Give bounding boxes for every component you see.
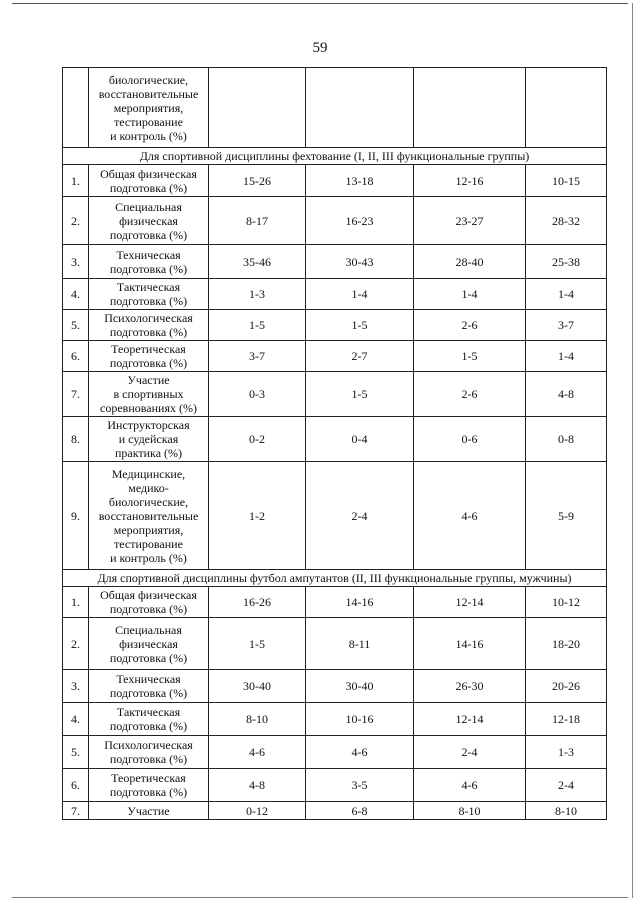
value-cell: 1-5 bbox=[414, 341, 526, 372]
row-name-line: Специальная bbox=[115, 622, 182, 637]
value-cell: 15-26 bbox=[209, 165, 306, 197]
row-name-line: физическая bbox=[119, 213, 178, 228]
row-name-line: биологические, bbox=[108, 494, 189, 509]
value-cell: 16-26 bbox=[209, 587, 306, 618]
section-header-row bbox=[63, 148, 607, 165]
row-number: 1. bbox=[63, 587, 89, 618]
row-number bbox=[63, 68, 89, 148]
row-name-line: подготовка (%) bbox=[109, 180, 188, 195]
table-row bbox=[63, 197, 607, 245]
row-name bbox=[89, 310, 209, 341]
value-cell: 3-7 bbox=[526, 310, 607, 341]
row-name-line: Тактическая bbox=[116, 280, 181, 294]
value-cell: 1-3 bbox=[209, 279, 306, 310]
value-cell: 1-3 bbox=[526, 736, 607, 769]
row-number: 2. bbox=[63, 618, 89, 670]
row-name-line: физическая bbox=[119, 636, 178, 651]
row-name-line: подготовка (%) bbox=[109, 719, 188, 733]
value-cell: 2-4 bbox=[414, 736, 526, 769]
table-row bbox=[63, 310, 607, 341]
value-cell: 12-14 bbox=[414, 703, 526, 736]
value-cell: 13-18 bbox=[306, 165, 414, 197]
row-name-line: Техническая bbox=[116, 672, 181, 686]
table-row bbox=[63, 587, 607, 618]
value-cell bbox=[414, 68, 526, 148]
row-name bbox=[89, 618, 209, 670]
value-cell: 4-6 bbox=[414, 462, 526, 570]
value-cell: 26-30 bbox=[414, 670, 526, 703]
row-name-line: и контроль (%) bbox=[110, 550, 187, 565]
value-cell: 35-46 bbox=[209, 245, 306, 279]
value-cell: 5-9 bbox=[526, 462, 607, 570]
value-cell: 8-11 bbox=[306, 618, 414, 670]
row-number: 8. bbox=[63, 417, 89, 462]
value-cell: 12-16 bbox=[414, 165, 526, 197]
value-cell: 1-4 bbox=[526, 341, 607, 372]
value-cell: 30-40 bbox=[306, 670, 414, 703]
row-name-line: восстановительные bbox=[98, 508, 199, 523]
value-cell bbox=[526, 68, 607, 148]
table-row bbox=[63, 670, 607, 703]
value-cell: 10-12 bbox=[526, 587, 607, 618]
table-row bbox=[63, 769, 607, 802]
row-name-line: практика (%) bbox=[114, 446, 183, 460]
value-cell: 2-7 bbox=[306, 341, 414, 372]
table-row bbox=[63, 703, 607, 736]
row-name-line: восстановительные bbox=[98, 86, 199, 101]
row-number: 9. bbox=[63, 462, 89, 570]
value-cell: 0-4 bbox=[306, 417, 414, 462]
row-number: 7. bbox=[63, 802, 89, 820]
value-cell: 0-2 bbox=[209, 417, 306, 462]
row-number: 5. bbox=[63, 310, 89, 341]
table-body bbox=[63, 68, 607, 820]
value-cell: 1-4 bbox=[306, 279, 414, 310]
value-cell: 1-5 bbox=[306, 310, 414, 341]
value-cell: 23-27 bbox=[414, 197, 526, 245]
row-name-line: Теоретическая bbox=[111, 771, 186, 785]
row-name-line: подготовка (%) bbox=[109, 650, 188, 665]
value-cell: 2-6 bbox=[414, 310, 526, 341]
value-cell: 1-4 bbox=[526, 279, 607, 310]
value-cell: 3-5 bbox=[306, 769, 414, 802]
row-name-line: Психологическая bbox=[104, 738, 193, 752]
table-row bbox=[63, 165, 607, 197]
row-number: 6. bbox=[63, 341, 89, 372]
value-cell: 25-38 bbox=[526, 245, 607, 279]
row-name-line: Тактическая bbox=[116, 705, 181, 719]
row-name-line: мероприятия, bbox=[113, 100, 184, 115]
row-name-line: Общая физическая bbox=[100, 166, 197, 181]
table-row bbox=[63, 736, 607, 769]
value-cell: 28-40 bbox=[414, 245, 526, 279]
row-name-line: соревнованиях (%) bbox=[100, 401, 197, 415]
value-cell: 0-3 bbox=[209, 372, 306, 417]
row-name bbox=[89, 197, 209, 245]
row-name bbox=[89, 245, 209, 279]
table-row bbox=[63, 279, 607, 310]
row-name-line: медико- bbox=[128, 480, 169, 495]
row-name bbox=[89, 670, 209, 703]
value-cell: 1-5 bbox=[306, 372, 414, 417]
row-name-line: Участие bbox=[127, 373, 170, 387]
value-cell: 4-6 bbox=[306, 736, 414, 769]
row-name-line: Общая физическая bbox=[100, 588, 197, 602]
value-cell: 0-6 bbox=[414, 417, 526, 462]
table-row bbox=[63, 462, 607, 570]
section-title: Для спортивной дисциплины футбол ампутантов (II, III функциональные группы, мужчины) bbox=[63, 570, 607, 587]
row-name-line: подготовка (%) bbox=[109, 785, 188, 799]
table-row bbox=[63, 245, 607, 279]
row-name-line: Участие bbox=[127, 803, 170, 818]
value-cell: 10-15 bbox=[526, 165, 607, 197]
row-number: 3. bbox=[63, 245, 89, 279]
table-row bbox=[63, 341, 607, 372]
table-row bbox=[63, 372, 607, 417]
row-name bbox=[89, 341, 209, 372]
value-cell: 1-2 bbox=[209, 462, 306, 570]
row-name-line: тестирование bbox=[114, 536, 183, 551]
row-name-line: в спортивных bbox=[113, 387, 184, 401]
row-name bbox=[89, 703, 209, 736]
row-number: 3. bbox=[63, 670, 89, 703]
row-name-line: Психологическая bbox=[104, 311, 193, 325]
value-cell: 4-8 bbox=[526, 372, 607, 417]
row-name bbox=[89, 462, 209, 570]
value-cell: 4-8 bbox=[209, 769, 306, 802]
section-title: Для спортивной дисциплины фехтование (I, II, III функциональные группы) bbox=[63, 148, 607, 165]
row-name bbox=[89, 68, 209, 148]
value-cell: 8-10 bbox=[526, 802, 607, 820]
table-row bbox=[63, 802, 607, 820]
row-name bbox=[89, 736, 209, 769]
table-row bbox=[63, 417, 607, 462]
scan-edge-right bbox=[632, 3, 633, 898]
value-cell: 14-16 bbox=[414, 618, 526, 670]
row-name-line: биологические, bbox=[108, 72, 189, 87]
row-name bbox=[89, 417, 209, 462]
section-header-row bbox=[63, 570, 607, 587]
row-name-line: подготовка (%) bbox=[109, 602, 188, 616]
row-number: 1. bbox=[63, 165, 89, 197]
value-cell: 10-16 bbox=[306, 703, 414, 736]
value-cell: 2-4 bbox=[526, 769, 607, 802]
value-cell: 3-7 bbox=[209, 341, 306, 372]
value-cell: 12-14 bbox=[414, 587, 526, 618]
row-number: 4. bbox=[63, 703, 89, 736]
row-name-line: подготовка (%) bbox=[109, 227, 188, 242]
row-name bbox=[89, 279, 209, 310]
value-cell: 14-16 bbox=[306, 587, 414, 618]
page-number: 59 bbox=[312, 40, 328, 56]
row-name-line: мероприятия, bbox=[113, 522, 184, 537]
value-cell: 8-10 bbox=[209, 703, 306, 736]
value-cell: 6-8 bbox=[306, 802, 414, 820]
row-name-line: подготовка (%) bbox=[109, 325, 188, 339]
row-name-line: и судейская bbox=[118, 432, 179, 446]
value-cell: 4-6 bbox=[414, 769, 526, 802]
row-number: 4. bbox=[63, 279, 89, 310]
value-cell bbox=[306, 68, 414, 148]
row-name-line: и контроль (%) bbox=[110, 128, 187, 143]
value-cell: 0-8 bbox=[526, 417, 607, 462]
value-cell: 4-6 bbox=[209, 736, 306, 769]
value-cell: 1-5 bbox=[209, 310, 306, 341]
row-name-line: Инструкторская bbox=[107, 418, 190, 432]
row-name-line: Техническая bbox=[116, 247, 181, 262]
value-cell: 30-40 bbox=[209, 670, 306, 703]
row-name-line: подготовка (%) bbox=[109, 686, 188, 700]
row-name-line: Специальная bbox=[115, 199, 182, 214]
table-row-continued bbox=[63, 68, 607, 148]
row-name-line: тестирование bbox=[114, 114, 183, 129]
row-number: 7. bbox=[63, 372, 89, 417]
value-cell: 8-10 bbox=[414, 802, 526, 820]
row-name-line: подготовка (%) bbox=[109, 752, 188, 766]
value-cell: 1-4 bbox=[414, 279, 526, 310]
row-name bbox=[89, 165, 209, 197]
value-cell: 28-32 bbox=[526, 197, 607, 245]
row-name bbox=[89, 587, 209, 618]
value-cell: 2-4 bbox=[306, 462, 414, 570]
row-name-line: Медицинские, bbox=[111, 466, 186, 481]
row-name-line: подготовка (%) bbox=[109, 356, 188, 370]
row-name-line: Теоретическая bbox=[111, 342, 186, 356]
row-name-line: подготовка (%) bbox=[109, 261, 188, 276]
scan-edge-bottom bbox=[12, 897, 628, 898]
scan-edge-top bbox=[12, 3, 628, 4]
value-cell bbox=[209, 68, 306, 148]
value-cell: 16-23 bbox=[306, 197, 414, 245]
value-cell: 12-18 bbox=[526, 703, 607, 736]
value-cell: 8-17 bbox=[209, 197, 306, 245]
value-cell: 1-5 bbox=[209, 618, 306, 670]
training-norms-table bbox=[62, 67, 607, 820]
value-cell: 2-6 bbox=[414, 372, 526, 417]
value-cell: 30-43 bbox=[306, 245, 414, 279]
row-name bbox=[89, 802, 209, 820]
row-number: 2. bbox=[63, 197, 89, 245]
table-row bbox=[63, 618, 607, 670]
row-number: 5. bbox=[63, 736, 89, 769]
row-name bbox=[89, 372, 209, 417]
row-number: 6. bbox=[63, 769, 89, 802]
row-name bbox=[89, 769, 209, 802]
value-cell: 0-12 bbox=[209, 802, 306, 820]
row-name-line: подготовка (%) bbox=[109, 294, 188, 308]
value-cell: 20-26 bbox=[526, 670, 607, 703]
value-cell: 18-20 bbox=[526, 618, 607, 670]
